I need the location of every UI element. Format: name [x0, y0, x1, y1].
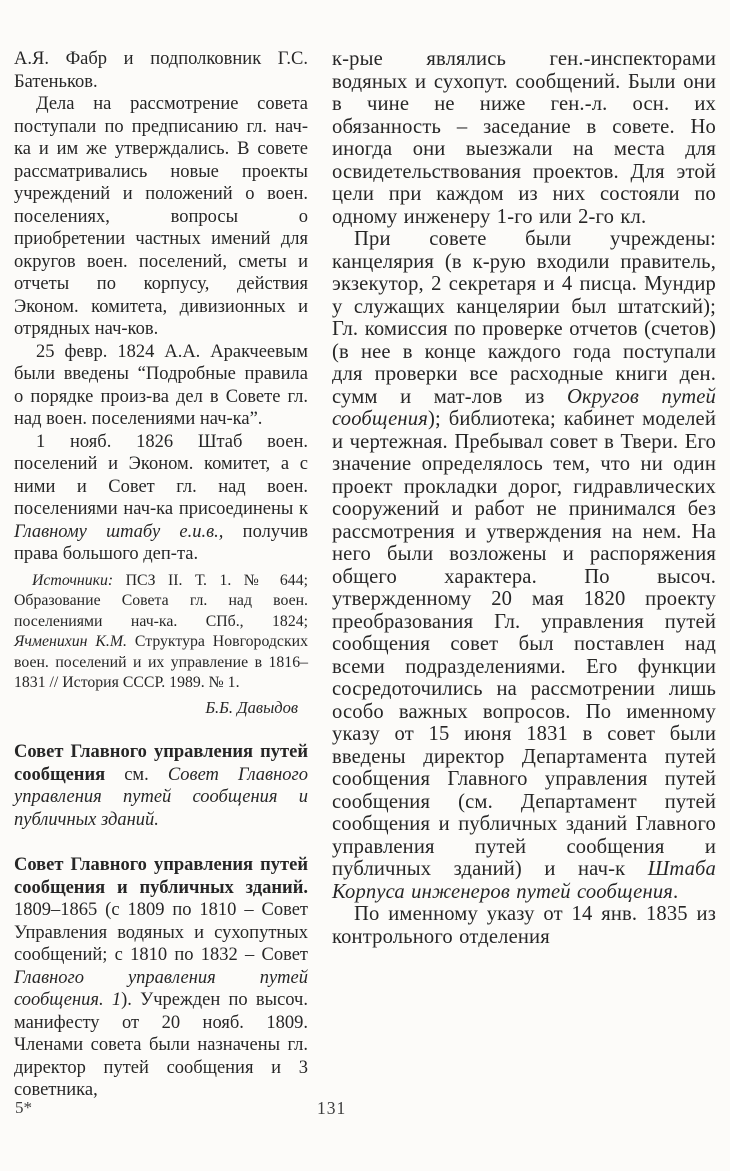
italic-term: Главного управления путей сообщения. 1 — [14, 967, 308, 1011]
italic-author-name: Б.Б. Давыдов — [205, 698, 298, 718]
right-column — [332, 48, 716, 948]
text-run: ПСЗ II. Т. 1. № 644; Образование Совета гл. над воен. поселениями нач-ка. СПб., 1824; — [14, 571, 308, 630]
italic-term: Главному штабу е.и.в., — [14, 521, 224, 542]
text-run: 25 февр. 1824 А.А. Аракчеевым были введены “Подробные правила о порядке произ-ва дел в Совете гл. над воен. поселениями нач-ка”. — [14, 341, 308, 429]
page-number: 131 — [317, 1098, 347, 1118]
italic-term: Штаба Корпуса инженеров путей сообщения — [332, 858, 716, 903]
paragraph-1826-merge — [14, 431, 308, 566]
text-run: см. — [105, 764, 168, 785]
paragraph-continuation — [332, 48, 716, 228]
italic-term: Округов путей сообщения — [332, 385, 716, 430]
paragraph-1824-rules — [14, 341, 308, 431]
left-column — [14, 48, 308, 1102]
paragraph-council-duties — [14, 93, 308, 341]
entry-title-bold: Совет Главного управления путей сообщения и публичных зданий. — [14, 855, 308, 898]
text-run: Дела на рассмотрение совета поступали по предписанию гл. нач-ка и им же утверждались. В совете рассматривались новые проекты учреждений и положений о воен. поселениях, вопросы о приобретении частных имений для округов воен. поселений, сметы и отчеты по корпусу, действия Эконом. комитета, дивизионных и отрядных нач-ков. — [14, 94, 308, 339]
paragraph-council-structure — [332, 228, 716, 903]
article-cross-reference — [14, 741, 308, 831]
italic-author-name: Ячменихин К.М. — [14, 633, 127, 651]
sources-paragraph — [14, 571, 308, 695]
text-run: к-рые являлись ген.-инспекторами водяных и сухопут. сообщений. Были они в чине не ниже ген.-л. осн. их обязанность – заседание в совете. Но иногда они выезжали на места для освидетельствования проектов. Для этой цели при каждом из них состояли по одному инженеру 1-го или 2-го кл. — [332, 48, 716, 228]
sources-label: Источники: — [32, 571, 114, 589]
two-column-text-block — [14, 48, 716, 1102]
paragraph-continuation — [14, 48, 308, 93]
paragraph-1835-decree — [332, 903, 716, 948]
text-run: Структура Новгородских воен. поселений и их управление в 1816–1831 // История СССР. 1989. № 1. — [14, 633, 308, 692]
text-run: получив права большого деп-та. — [14, 521, 308, 564]
text-run: При совете были учреждены: канцелярия (в к-рую входили правитель, экзекутор, 2 секретаря и 4 писца. Мундир у служащих канцелярии был штатский); Гл. комиссия по проверке отчетов (счетов) (в нее в конце каждого года поступали для проверки все расходные книги ден. сумм и мат-лов из — [332, 228, 716, 408]
italic-reference: Совет Главного управления путей сообщения и публичных зданий. — [14, 764, 308, 830]
text-run: ). Учрежден по высоч. манифесту от 20 нояб. 1809. Членами совета были назначены гл. директор путей сообщения и 3 советника, — [14, 990, 308, 1101]
entry-title-bold: Совет Главного управления путей сообщения — [14, 742, 308, 785]
printers-signature-mark: 5* — [15, 1098, 32, 1117]
text-run: По именному указу от 14 янв. 1835 из контрольного отделения — [332, 903, 716, 948]
text-run: А.Я. Фабр и подполковник Г.С. Батеньков. — [14, 49, 308, 92]
text-run: 1 нояб. 1826 Штаб воен. поселений и Эконом. комитет, а с ними и Совет гл. над воен. поселениями нач-ка присоединены к — [14, 431, 308, 519]
text-run: ); библиотека; кабинет моделей и чертежная. Пребывал совет в Твери. Его значение определялось тем, что ни один проект прокладки дорог, гидравлических сооружений и работ не принимался без рассмотрения и утверждения на нем. На него были возложены и распоряжения общего характера. По высоч. утвержденному 20 мая 1820 проекту преобразования Гл. управления путей сообщения совет был поставлен над всеми подразделениями. Его функции сосредоточились на рассмотрении лишь особо важных вопросов. По именному указу от 15 июня 1831 в совет были введены директор Департамента путей сообщения Главного управления путей сообщения (см. Департамент путей сообщения и публичных зданий Главного управления путей сообщения и публичных зданий) и нач-к — [332, 408, 716, 880]
text-run: 1809–1865 (с 1809 по 1810 – Совет Управления водяных и сухопутных сообщений; с 1810 по 1832 – Совет — [14, 900, 308, 966]
author-signature — [14, 697, 298, 718]
article-entry — [14, 854, 308, 1102]
text-run: . — [673, 880, 679, 903]
